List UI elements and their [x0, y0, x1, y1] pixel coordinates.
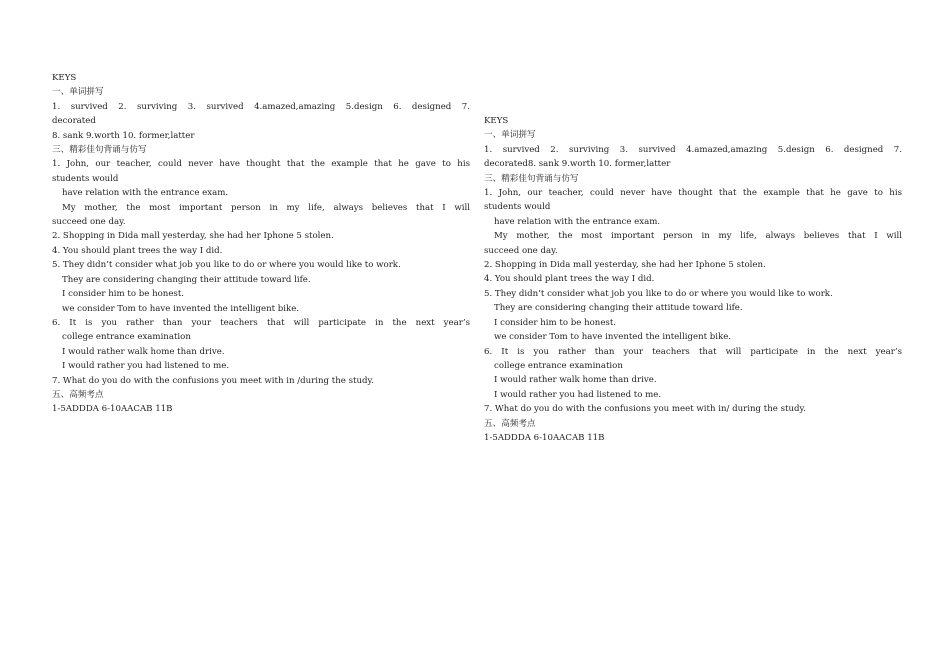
section-heading-sentences: 三、精彩佳句背诵与仿写 [484, 173, 579, 184]
sentence-answer-cont: succeed one day. [484, 245, 558, 256]
section-heading-sentences: 三、精彩佳句背诵与仿写 [52, 145, 147, 156]
sentence-answer: I would rather you had listened to me. [494, 389, 662, 400]
sentence-answer: 6. It is you rather than your teachers that will participate in the next year’s [484, 346, 902, 357]
spelling-answers: 1. survived 2. surviving 3. survived 4.amazed,amazing 5.design 6. designed 7. [484, 144, 902, 155]
section-heading-spelling: 一、单词拼写 [484, 130, 536, 141]
sentence-answer: My mother, the most important person in my life, always believes that I will [494, 231, 902, 242]
sentence-answer: we consider Tom to have invented the intelligent bike. [62, 303, 300, 314]
sentence-answer: 1. John, our teacher, could never have thought that the example that he gave to his [52, 159, 470, 170]
section-heading-spelling: 一、单词拼写 [52, 87, 104, 98]
sentence-answer: 2. Shopping in Dida mall yesterday, she had her Iphone 5 stolen. [52, 231, 334, 242]
keys-heading: KEYS [52, 73, 77, 83]
section-heading-highfreq: 五、高频考点 [484, 418, 536, 429]
keys-heading: KEYS [484, 116, 509, 126]
section-heading-highfreq: 五、高频考点 [52, 389, 104, 400]
multiple-choice-answers: 1-5ADDDA 6-10AACAB 11B [484, 432, 605, 443]
sentence-answer: 7. What do you do with the confusions you meet with in/ during the study. [484, 404, 806, 415]
sentence-answer-cont: college entrance examination [494, 360, 623, 371]
sentence-answer: 1. John, our teacher, could never have thought that the example that he gave to his [484, 188, 902, 199]
spelling-answers: 1. survived 2. surviving 3. survived 4.amazed,amazing 5.design 6. designed 7. [52, 101, 470, 112]
sentence-answer: 5. They didn’t consider what job you like to do or where you would like to work. [52, 260, 401, 271]
sentence-answer-cont: have relation with the entrance exam. [62, 188, 229, 199]
sentence-answer: 4. You should plant trees the way I did. [52, 245, 223, 256]
sentence-answer: They are considering changing their attitude toward life. [494, 303, 743, 314]
multiple-choice-answers: 1-5ADDDA 6-10AACAB 11B [52, 404, 173, 415]
sentence-answer-cont: have relation with the entrance exam. [494, 216, 661, 227]
sentence-answer: I consider him to be honest. [62, 289, 184, 300]
sentence-answer: I would rather you had listened to me. [62, 361, 230, 372]
sentence-answer: I consider him to be honest. [494, 317, 616, 328]
sentence-answer: 2. Shopping in Dida mall yesterday, she had her Iphone 5 stolen. [484, 260, 766, 271]
sentence-answer-cont: college entrance examination [62, 332, 191, 343]
sentence-answer: 6. It is you rather than your teachers that will participate in the next year’s [52, 317, 470, 328]
sentence-answer: I would rather walk home than drive. [62, 346, 225, 357]
answer-key-right [484, 114, 902, 445]
sentence-answer-cont: succeed one day. [52, 217, 126, 228]
sentence-answer: 4. You should plant trees the way I did. [484, 274, 655, 285]
sentence-answer: 7. What do you do with the confusions you meet with in /during the study. [52, 375, 374, 386]
answer-key-left [52, 71, 470, 417]
spelling-answers-cont: decorated8. sank 9.worth 10. former,latter [484, 159, 671, 170]
sentence-answer-cont: students would [52, 173, 119, 184]
sentence-answer: I would rather walk home than drive. [494, 375, 657, 386]
sentence-answer: 5. They didn’t consider what job you like to do or where you would like to work. [484, 288, 833, 299]
sentence-answer: we consider Tom to have invented the intelligent bike. [494, 332, 732, 343]
sentence-answer-cont: students would [484, 202, 551, 213]
sentence-answer: They are considering changing their attitude toward life. [62, 274, 311, 285]
spelling-answers-cont: 8. sank 9.worth 10. former,latter [52, 130, 195, 141]
sentence-answer: My mother, the most important person in my life, always believes that I will [62, 202, 470, 213]
spelling-answers-cont: decorated [52, 116, 96, 127]
